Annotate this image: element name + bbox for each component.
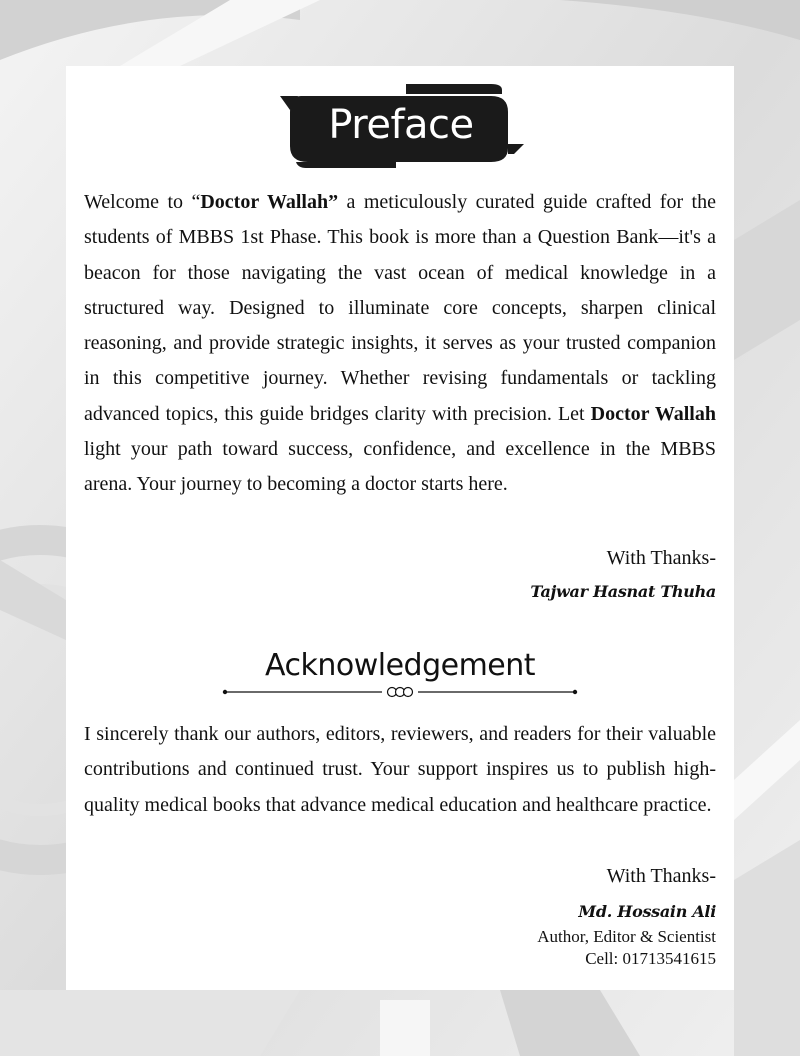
acknowledgement-paragraph: I sincerely thank our authors, editors, reviewers, and readers for their valuable contributions and continued trust. Your support inspires us to publish high-quality medical books that advance medical education and healthcare practice. xyxy=(84,723,716,816)
acknowledgement-title: Acknowledgement xyxy=(264,648,536,683)
preface-text-middle: a meticulously curated guide crafted for the students of MBBS 1st Phase. This book is more than a Question Bank—it's a beacon for those navigating the vast ocean of medical knowledge in a structured way. Designed to illuminate core concepts, sharpen clinical reasoning, and provide strategic insights, it serves as your trusted companion in this competitive journey. Whether revising fundamentals or tackling advanced topics, this guide bridges clarity with precision. Let xyxy=(84,191,716,425)
ack-thanks: With Thanks- xyxy=(606,865,716,887)
author-role: Author, Editor & Scientist xyxy=(537,927,716,946)
preface-paragraph xyxy=(84,185,716,503)
author-cell: Cell: 01713541615 xyxy=(585,949,716,968)
ornament-divider xyxy=(222,684,578,700)
preface-thanks: With Thanks- xyxy=(606,547,716,569)
preface-text-start: Welcome to “ xyxy=(84,191,201,213)
book-name-bold: Doctor Wallah” xyxy=(200,191,339,213)
book-name-bold-2: Doctor Wallah xyxy=(590,402,716,425)
page-sheet xyxy=(66,66,734,990)
preface-title: Preface xyxy=(328,102,474,148)
preface-signature: Tajwar Hasnat Thuha xyxy=(530,582,716,601)
ack-signature: Md. Hossain Ali xyxy=(578,902,716,921)
preface-text-end: light your path toward success, confidence, and excellence in the MBBS arena. Your journey to becoming a doctor starts here. xyxy=(84,438,716,496)
